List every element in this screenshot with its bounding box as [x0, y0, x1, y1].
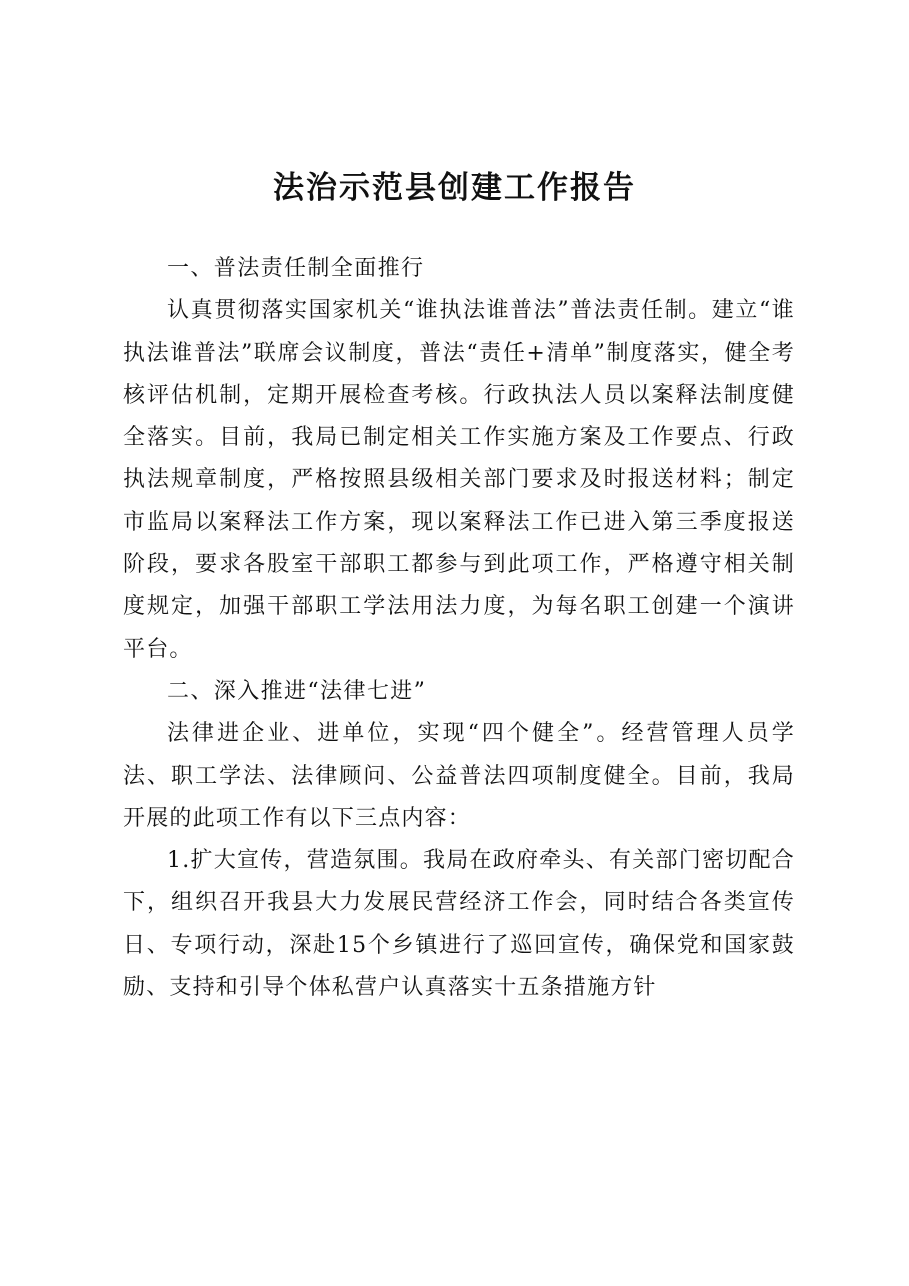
section-heading-1: 一、普法责任制全面推行: [167, 256, 425, 281]
paragraph-1: 认真贯彻落实国家机关“谁执法谁普法”普法责任制。建立“谁执法谁普法”联席会议制度，普法“责任+清单”制度落实，健全考核评估机制，定期开展检查考核。行政执法人员以案释法制度健全落实。目前，我局已制定相关工作实施方案及工作要点、行政执法规章制度，严格按照县级相关部门要求及时报送材料；制定市监局以案释法工作方案，现以案释法工作已进入第三季度报送阶段，要求各股室干部职工都参与到此项工作，严格遵守相关制度规定，加强干部职工学法用法力度，为每名职工创建一个演讲平台。: [123, 298, 795, 662]
document-title: 法治示范县创建工作报告: [273, 170, 636, 206]
paragraph-2: 法律进企业、进单位，实现“四个健全”。经营管理人员学法、职工学法、法律顾问、公益普法四项制度健全。目前，我局开展的此项工作有以下三点内容：: [123, 721, 795, 831]
section-heading-2: 二、深入推进“法律七进”: [167, 678, 427, 704]
paragraph-3: 1.扩大宣传，营造氛围。我局在政府牵头、有关部门密切配合下，组织召开我县大力发展民营经济工作会，同时结合各类宣传日、专项行动，深赴15个乡镇进行了巡回宣传，确保党和国家鼓励、支持和引导个体私营户认真落实十五条措施方针: [123, 848, 795, 1001]
document-body: [123, 248, 795, 1009]
